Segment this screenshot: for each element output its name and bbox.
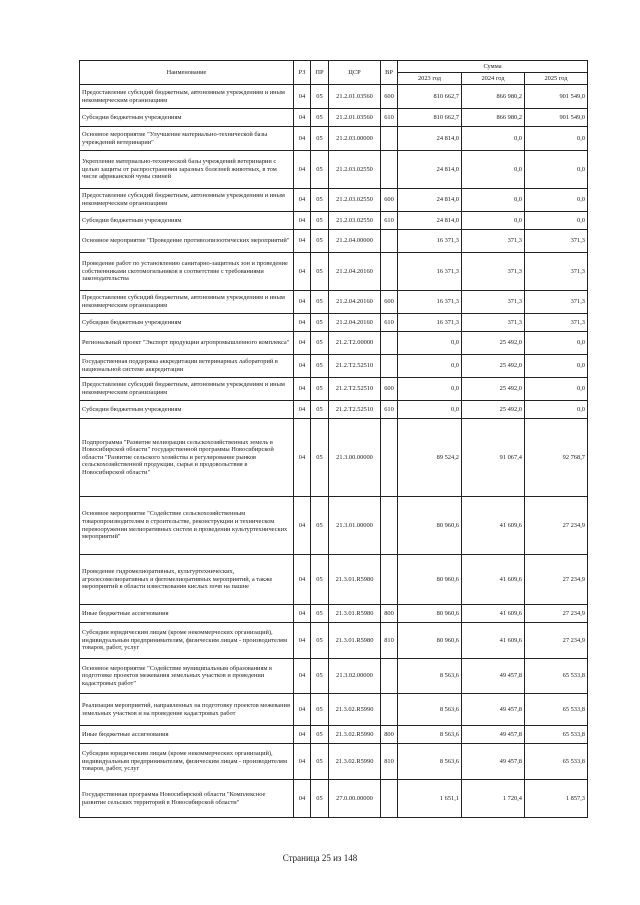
table-row (80, 726, 588, 744)
row-pr: 05 (311, 378, 329, 401)
row-vr: 610 (381, 401, 398, 419)
row-vr: 810 (381, 623, 398, 659)
row-csr: 21.2.04.20160 (329, 314, 381, 332)
row-2024: 0,0 (462, 151, 525, 189)
row-csr: 21.3.01.R5980 (329, 555, 381, 605)
table-row (80, 623, 588, 659)
row-2023: 810 662,7 (398, 85, 462, 109)
row-csr: 21.2.03.02550 (329, 189, 381, 212)
row-2024: 1 720,4 (462, 780, 525, 818)
row-rz: 04 (294, 744, 311, 780)
row-2025: 0,0 (525, 378, 588, 401)
table-row (80, 332, 588, 355)
row-name: Субсидии юридическим лицам (кроме некоммерческих организаций), индивидуальным предпринимателям, физическим лицам - производителям товаров, работ, услуг (80, 623, 294, 659)
row-csr: 21.3.02.R5990 (329, 726, 381, 744)
row-pr: 05 (311, 744, 329, 780)
row-2024: 866 980,2 (462, 85, 525, 109)
row-name: Предоставление субсидий бюджетным, автономным учреждениям и иным некоммерческим организациям (80, 189, 294, 212)
row-rz: 04 (294, 605, 311, 623)
row-name: Основное мероприятие "Улучшение материально-технической базы учреждений ветеринарии" (80, 127, 294, 151)
row-pr: 05 (311, 555, 329, 605)
row-2024: 41 609,6 (462, 555, 525, 605)
row-csr: 21.3.00.00000 (329, 419, 381, 497)
row-csr: 21.2.04.00000 (329, 230, 381, 253)
row-csr: 21.2.03.02550 (329, 151, 381, 189)
row-vr: 600 (381, 85, 398, 109)
row-name: Основное мероприятие "Проведение противоэпизоотических мероприятий" (80, 230, 294, 253)
row-name: Региональный проект "Экспорт продукции агропромышленного комплекса" (80, 332, 294, 355)
row-2024: 371,3 (462, 230, 525, 253)
row-rz: 04 (294, 623, 311, 659)
row-vr: 600 (381, 291, 398, 314)
row-pr: 05 (311, 109, 329, 127)
table-row (80, 85, 588, 109)
row-csr: 21.2.T2.52510 (329, 378, 381, 401)
row-2025: 0,0 (525, 189, 588, 212)
row-csr: 21.2.03.02550 (329, 212, 381, 230)
row-pr: 05 (311, 780, 329, 818)
row-rz: 04 (294, 659, 311, 694)
row-name: Проведение гидромелиоративных, культуртехнических, агролесомелиоративных и фитомелиоративных мероприятий, а также мероприятий в области известкования кислых почв на пашне (80, 555, 294, 605)
row-2025: 0,0 (525, 332, 588, 355)
row-2023: 810 662,7 (398, 109, 462, 127)
header-vr: ВР (381, 61, 398, 85)
row-2024: 866 980,2 (462, 109, 525, 127)
row-csr: 21.2.T2.00000 (329, 332, 381, 355)
table-row (80, 189, 588, 212)
page-number: Страница 25 из 148 (282, 853, 358, 863)
row-name: Подпрограмма "Развитие мелиорации сельскохозяйственных земель в Новосибирской области" государственной программы Новосибирской области "Развитие сельского хозяйства и регулирование рынков сельскохозяйственной продукции, сырья и продовольствия в Новосибирской области" (80, 419, 294, 497)
row-2024: 49 457,8 (462, 744, 525, 780)
table-row (80, 419, 588, 497)
row-2023: 8 563,6 (398, 726, 462, 744)
row-rz: 04 (294, 419, 311, 497)
row-csr: 21.3.01.00000 (329, 497, 381, 555)
row-csr: 21.3.01.R5980 (329, 605, 381, 623)
row-2025: 901 549,0 (525, 85, 588, 109)
row-2024: 49 457,8 (462, 726, 525, 744)
row-csr: 21.3.02.00000 (329, 659, 381, 694)
row-csr: 21.2.01.03560 (329, 85, 381, 109)
row-rz: 04 (294, 212, 311, 230)
row-name: Предоставление субсидий бюджетным, автономным учреждениям и иным некоммерческим организациям (80, 85, 294, 109)
row-2024: 49 457,8 (462, 694, 525, 726)
header-2024: 2024 год (462, 73, 525, 85)
header-2025: 2025 год (525, 73, 588, 85)
table-row (80, 378, 588, 401)
row-2024: 0,0 (462, 212, 525, 230)
header-2023: 2023 год (398, 73, 462, 85)
budget-table (79, 60, 588, 818)
header-pr: ПР (311, 61, 329, 85)
row-rz: 04 (294, 291, 311, 314)
row-rz: 04 (294, 314, 311, 332)
row-2025: 65 533,8 (525, 694, 588, 726)
row-2023: 0,0 (398, 332, 462, 355)
row-vr: 810 (381, 744, 398, 780)
row-vr: 800 (381, 605, 398, 623)
row-2023: 8 563,6 (398, 744, 462, 780)
header-csr: ЦСР (329, 61, 381, 85)
row-2023: 0,0 (398, 355, 462, 378)
row-vr (381, 419, 398, 497)
row-2023: 16 371,3 (398, 230, 462, 253)
row-2024: 371,3 (462, 291, 525, 314)
row-name: Субсидии бюджетным учреждениям (80, 401, 294, 419)
row-rz: 04 (294, 253, 311, 291)
row-2025: 27 234,9 (525, 623, 588, 659)
row-rz: 04 (294, 189, 311, 212)
row-2025: 0,0 (525, 355, 588, 378)
row-vr (381, 555, 398, 605)
row-2025: 371,3 (525, 291, 588, 314)
row-rz: 04 (294, 109, 311, 127)
row-rz: 04 (294, 230, 311, 253)
row-2025: 0,0 (525, 212, 588, 230)
row-2023: 8 563,6 (398, 694, 462, 726)
header-rz: РЗ (294, 61, 311, 85)
table-row (80, 401, 588, 419)
row-2024: 0,0 (462, 127, 525, 151)
row-csr: 27.0.00.00000 (329, 780, 381, 818)
table-body (80, 85, 588, 818)
row-pr: 05 (311, 151, 329, 189)
row-2025: 65 533,8 (525, 726, 588, 744)
table-row (80, 694, 588, 726)
row-2023: 89 524,2 (398, 419, 462, 497)
row-2023: 1 651,1 (398, 780, 462, 818)
row-vr: 600 (381, 378, 398, 401)
row-2025: 371,3 (525, 314, 588, 332)
row-rz: 04 (294, 378, 311, 401)
row-vr: 600 (381, 189, 398, 212)
row-2023: 16 371,3 (398, 291, 462, 314)
row-2023: 16 371,3 (398, 253, 462, 291)
row-2025: 0,0 (525, 151, 588, 189)
row-vr (381, 497, 398, 555)
header-sum: Сумма (398, 61, 588, 73)
table-row (80, 230, 588, 253)
row-name: Реализация мероприятий, направленных на подготовку проектов межевания земельных участков и на проведение кадастровых работ (80, 694, 294, 726)
row-name: Иные бюджетные ассигнования (80, 726, 294, 744)
row-2024: 41 609,6 (462, 605, 525, 623)
row-name: Субсидии бюджетным учреждениям (80, 314, 294, 332)
row-name: Укрепление материально-технической базы учреждений ветеринарии с целью защиты от распространения заразных болезней животных, в том числе африканской чумы свиней (80, 151, 294, 189)
row-2025: 92 768,7 (525, 419, 588, 497)
row-name: Государственная программа Новосибирской области "Комплексное развитие сельских территорий в Новосибирской области" (80, 780, 294, 818)
row-2025: 27 234,9 (525, 497, 588, 555)
table-row (80, 151, 588, 189)
row-2025: 65 533,8 (525, 659, 588, 694)
row-vr (381, 694, 398, 726)
row-pr: 05 (311, 497, 329, 555)
row-rz: 04 (294, 332, 311, 355)
table-row (80, 780, 588, 818)
row-name: Предоставление субсидий бюджетным, автономным учреждениям и иным некоммерческим организациям (80, 291, 294, 314)
row-2025: 65 533,8 (525, 744, 588, 780)
row-pr: 05 (311, 127, 329, 151)
row-pr: 05 (311, 253, 329, 291)
row-2023: 80 960,6 (398, 497, 462, 555)
table-row (80, 497, 588, 555)
row-2023: 16 371,3 (398, 314, 462, 332)
row-name: Предоставление субсидий бюджетным, автономным учреждениям и иным некоммерческим организациям (80, 378, 294, 401)
row-rz: 04 (294, 497, 311, 555)
row-vr (381, 659, 398, 694)
row-csr: 21.3.01.R5980 (329, 623, 381, 659)
row-vr: 610 (381, 314, 398, 332)
row-csr: 21.2.04.20160 (329, 253, 381, 291)
row-pr: 05 (311, 332, 329, 355)
row-pr: 05 (311, 605, 329, 623)
table-row (80, 109, 588, 127)
row-pr: 05 (311, 189, 329, 212)
table-row (80, 555, 588, 605)
row-2025: 27 234,9 (525, 605, 588, 623)
row-2024: 41 609,6 (462, 623, 525, 659)
row-2024: 0,0 (462, 189, 525, 212)
row-pr: 05 (311, 85, 329, 109)
row-2023: 0,0 (398, 378, 462, 401)
row-name: Субсидии бюджетным учреждениям (80, 109, 294, 127)
row-vr: 800 (381, 726, 398, 744)
table-row (80, 314, 588, 332)
row-pr: 05 (311, 291, 329, 314)
row-2024: 25 492,0 (462, 355, 525, 378)
row-rz: 04 (294, 355, 311, 378)
row-name: Государственная поддержка аккредитации ветеринарных лабораторий в национальной системе аккредитации (80, 355, 294, 378)
row-csr: 21.2.T2.52510 (329, 401, 381, 419)
table-row (80, 659, 588, 694)
row-rz: 04 (294, 85, 311, 109)
row-vr (381, 780, 398, 818)
row-pr: 05 (311, 659, 329, 694)
row-pr: 05 (311, 623, 329, 659)
table-row (80, 744, 588, 780)
table-row (80, 127, 588, 151)
row-2025: 1 857,3 (525, 780, 588, 818)
row-2023: 24 814,0 (398, 189, 462, 212)
row-vr (381, 230, 398, 253)
row-2025: 0,0 (525, 401, 588, 419)
row-2025: 0,0 (525, 127, 588, 151)
row-2025: 901 549,0 (525, 109, 588, 127)
row-pr: 05 (311, 212, 329, 230)
row-vr (381, 332, 398, 355)
row-rz: 04 (294, 726, 311, 744)
header-name: Наименование (80, 61, 294, 85)
row-2023: 80 960,6 (398, 555, 462, 605)
row-2023: 24 814,0 (398, 151, 462, 189)
table-row (80, 253, 588, 291)
row-rz: 04 (294, 694, 311, 726)
row-2024: 25 492,0 (462, 378, 525, 401)
row-2023: 24 814,0 (398, 212, 462, 230)
row-2024: 91 067,4 (462, 419, 525, 497)
row-csr: 21.3.02.R5990 (329, 744, 381, 780)
row-2023: 80 960,6 (398, 605, 462, 623)
row-2025: 371,3 (525, 253, 588, 291)
row-2024: 371,3 (462, 253, 525, 291)
row-2023: 8 563,6 (398, 659, 462, 694)
row-2023: 80 960,6 (398, 623, 462, 659)
row-2023: 24 814,0 (398, 127, 462, 151)
row-vr (381, 127, 398, 151)
row-csr: 21.2.04.20160 (329, 291, 381, 314)
row-rz: 04 (294, 780, 311, 818)
row-vr (381, 151, 398, 189)
row-2023: 0,0 (398, 401, 462, 419)
row-vr: 610 (381, 109, 398, 127)
row-name: Основное мероприятие "Содействие сельскохозяйственным товаропроизводителям в строительстве, реконструкции и техническом перевооружении мелиоративных систем и проведении культуртехнических мероприятий" (80, 497, 294, 555)
row-2024: 41 609,6 (462, 497, 525, 555)
row-2024: 49 457,8 (462, 659, 525, 694)
row-csr: 21.2.T2.52510 (329, 355, 381, 378)
row-pr: 05 (311, 230, 329, 253)
row-2025: 371,3 (525, 230, 588, 253)
row-name: Основное мероприятие "Содействие муниципальным образованиям в подготовке проектов межевания земельных участков и проведении кадастровых работ" (80, 659, 294, 694)
row-csr: 21.2.03.00000 (329, 127, 381, 151)
row-pr: 05 (311, 401, 329, 419)
row-vr: 610 (381, 212, 398, 230)
row-name: Проведение работ по установлению санитарно-защитных зон и проведение собственниками скотомогильников в соответствие с требованиями законодательства (80, 253, 294, 291)
row-2024: 371,3 (462, 314, 525, 332)
row-pr: 05 (311, 314, 329, 332)
row-rz: 04 (294, 401, 311, 419)
row-pr: 05 (311, 694, 329, 726)
table-row (80, 355, 588, 378)
row-csr: 21.3.02.R5990 (329, 694, 381, 726)
row-2024: 25 492,0 (462, 401, 525, 419)
table-row (80, 212, 588, 230)
row-2025: 27 234,9 (525, 555, 588, 605)
row-pr: 05 (311, 419, 329, 497)
row-name: Субсидии бюджетным учреждениям (80, 212, 294, 230)
row-vr (381, 355, 398, 378)
row-pr: 05 (311, 355, 329, 378)
row-name: Субсидии юридическим лицам (кроме некоммерческих организаций), индивидуальным предпринимателям, физическим лицам - производителям товаров, работ, услуг (80, 744, 294, 780)
table-row (80, 605, 588, 623)
row-rz: 04 (294, 151, 311, 189)
row-rz: 04 (294, 555, 311, 605)
table-row (80, 291, 588, 314)
row-2024: 25 492,0 (462, 332, 525, 355)
row-csr: 21.2.01.03560 (329, 109, 381, 127)
row-pr: 05 (311, 726, 329, 744)
row-rz: 04 (294, 127, 311, 151)
row-vr (381, 253, 398, 291)
row-name: Иные бюджетные ассигнования (80, 605, 294, 623)
